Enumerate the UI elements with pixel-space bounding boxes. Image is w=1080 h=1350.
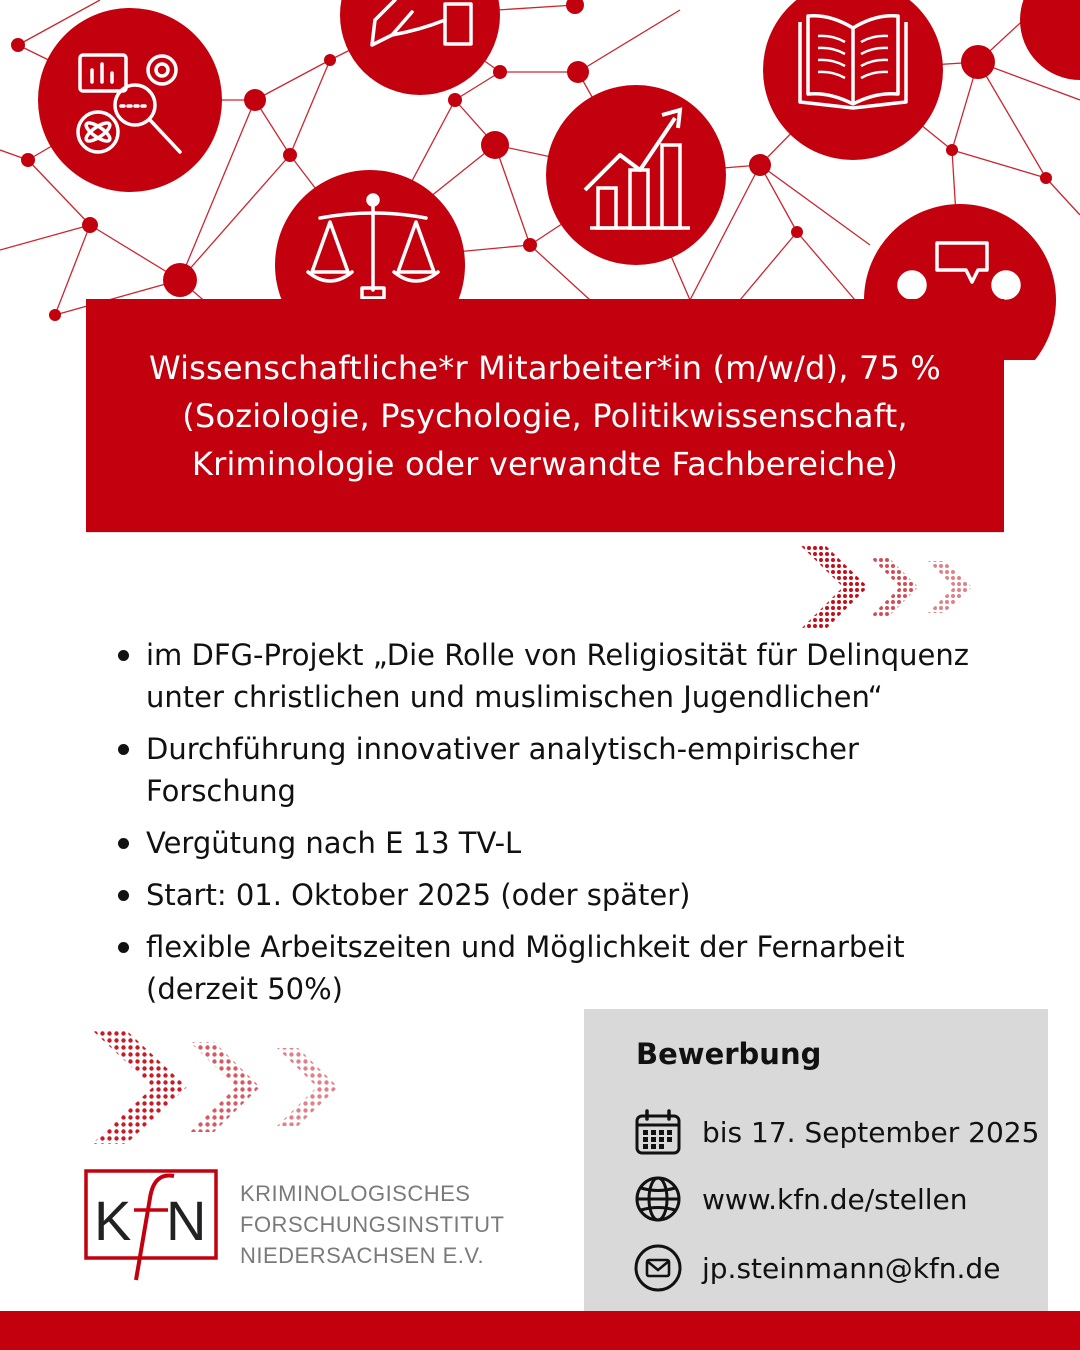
list-item: Vergütung nach E 13 TV-L bbox=[112, 822, 992, 864]
list-item: im DFG-Projekt „Die Rolle von Religiosität für Delinquenz unter christlichen und muslimischen Jugendlichen“ bbox=[112, 634, 992, 718]
list-item: flexible Arbeitszeiten und Möglichkeit der Fernarbeit (derzeit 50%) bbox=[112, 926, 992, 1010]
deadline-row bbox=[634, 1107, 1039, 1157]
chevron-arrows-top bbox=[800, 545, 980, 630]
job-title-line-1: Wissenschaftliche*r Mitarbeiter*in (m/w/d), 75 % bbox=[148, 348, 942, 387]
kfn-logo-mark bbox=[84, 1168, 218, 1286]
institute-name-line: NIEDERSACHSEN E.V. bbox=[240, 1243, 485, 1268]
job-details-list bbox=[112, 634, 992, 1020]
svg-text:N: N bbox=[166, 1189, 207, 1252]
website-row[interactable] bbox=[634, 1174, 968, 1224]
list-item: Start: 01. Oktober 2025 (oder später) bbox=[112, 874, 992, 916]
application-deadline: bis 17. September 2025 bbox=[702, 1115, 1040, 1149]
kfn-logo bbox=[84, 1168, 544, 1288]
application-heading: Bewerbung bbox=[636, 1037, 822, 1071]
job-title-line-2: (Soziologie, Psychologie, Politikwissenschaft, bbox=[182, 396, 908, 435]
list-item: Durchführung innovativer analytisch-empirischer Forschung bbox=[112, 728, 992, 812]
calendar-icon bbox=[634, 1108, 682, 1156]
institute-name-line: FORSCHUNGSINSTITUT bbox=[240, 1212, 505, 1237]
application-panel bbox=[584, 1009, 1048, 1329]
email-icon bbox=[634, 1244, 682, 1292]
application-email-link[interactable]: jp.steinmann@kfn.de bbox=[702, 1251, 1001, 1285]
institute-name-line: KRIMINOLOGISCHES bbox=[240, 1181, 471, 1206]
globe-icon bbox=[634, 1175, 682, 1223]
institute-name bbox=[240, 1178, 504, 1271]
application-website-link[interactable]: www.kfn.de/stellen bbox=[702, 1182, 968, 1216]
job-title-banner bbox=[86, 299, 1004, 532]
footer-bar bbox=[0, 1311, 1080, 1350]
svg-text:K: K bbox=[94, 1189, 132, 1252]
job-title bbox=[149, 344, 941, 488]
email-row[interactable] bbox=[634, 1243, 1000, 1293]
job-title-line-3: Kriminologie oder verwandte Fachbereiche) bbox=[191, 444, 899, 483]
chevron-arrows-bottom bbox=[92, 1030, 347, 1145]
